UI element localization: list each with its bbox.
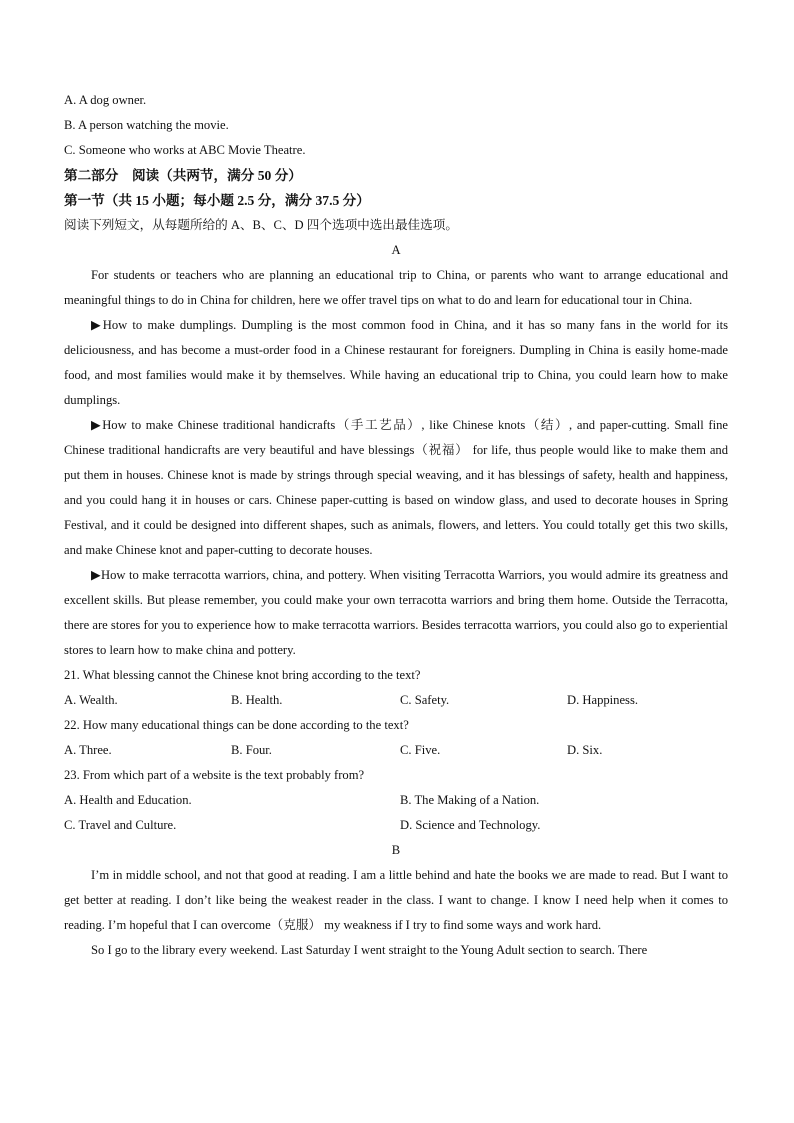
option-a-line: A. A dog owner. [64,93,147,107]
q23-option-b: B. The Making of a Nation. [400,793,540,807]
q23-option-d: D. Science and Technology. [400,818,541,832]
passage-b-label: B [391,843,401,857]
q22-option-a: A. Three. [64,743,112,757]
q21-option-d: D. Happiness. [567,693,639,707]
q21-option-a: A. Wealth. [64,693,118,707]
option-b-line: B. A person watching the movie. [64,118,229,132]
passage-b-para-1: I’m in middle school, and not that good at reading. I am a little behind and hate the books we are made to read. But I want to get better at reading. I don’t like being the weakest reader in the class. I want to change. I know I need help when it comes to reading. I’m hopeful that I can overcome（克服） my weakness if I try to find some ways and work hard. [64,868,728,932]
q21-option-b: B. Health. [231,693,283,707]
passage-a-handicrafts: ▶How to make Chinese traditional handicrafts（手工艺品）, like Chinese knots（结）, and paper-cutting. Small fine Chinese traditional handicrafts are very beautiful and have blessings（祝福） for life, thus people would like to make them and put them in houses. Chinese knot is made by strings through special weaving, and it has blessings of safety, health and happiness, and you could hang it in houses or cars. Chinese paper-cutting is based on window glass, and used to decorate houses in Spring Festival, and it could be designed into different shapes, such as animals, flowers, and letters. You could totally get this two skills, and make Chinese knot and paper-cutting to decorate houses. [64,418,728,557]
question-23-options-row1 [64,788,728,813]
q22-option-c: C. Five. [400,743,441,757]
question-23-stem: 23. From which part of a website is the text probably from? [64,768,365,782]
q21-option-c: C. Safety. [400,693,450,707]
q23-option-c: C. Travel and Culture. [64,818,177,832]
q23-option-a: A. Health and Education. [64,793,192,807]
passage-a-terracotta: ▶How to make terracotta warriors, china, and pottery. When visiting Terracotta Warriors, you would admire its greatness and excellent skills. But please remember, you could make your own terracotta warriors and bring them home. Outside the Terracotta, there are stores for you to experience how to make terracotta warriors. Besides terracotta warriors, you could also go to experiential stores to learn how to make china and pottery. [64,568,728,657]
question-21-stem: 21. What blessing cannot the Chinese knot bring according to the text? [64,668,421,682]
passage-a-label: A [391,243,401,257]
question-22-stem: 22. How many educational things can be done according to the text? [64,718,409,732]
option-c-line: C. Someone who works at ABC Movie Theatre. [64,143,306,157]
exam-page [64,88,728,963]
question-22-options [64,738,728,763]
question-23-options-row2 [64,813,728,838]
q22-option-d: D. Six. [567,743,603,757]
passage-a-intro: For students or teachers who are planning an educational trip to China, or parents who want to arrange educational and meaningful things to do in China for children, here we offer travel tips on what to do and learn for educational tour in China. [64,268,728,307]
passage-a-dumplings: ▶How to make dumplings. Dumpling is the most common food in China, and it has so many fans in the world for its deliciousness, and has become a must-order food in a Chinese restaurant for foreigners. Dumpling in China is easily home-made food, and most families would make it by themselves. While having an educational trip to China, you could learn how to make dumplings. [64,318,728,407]
question-21-options [64,688,728,713]
passage-b-para-2: So I go to the library every weekend. Last Saturday I went straight to the Young Adult section to search. There [91,943,648,957]
part2-heading: 第二部分 阅读（共两节，满分 50 分） [64,168,302,183]
instruction: 阅读下列短文，从每题所给的 A、B、C、D 四个选项中选出最佳选项。 [64,218,458,232]
q22-option-b: B. Four. [231,743,272,757]
section1-heading: 第一节（共 15 小题；每小题 2.5 分，满分 37.5 分） [64,193,370,208]
